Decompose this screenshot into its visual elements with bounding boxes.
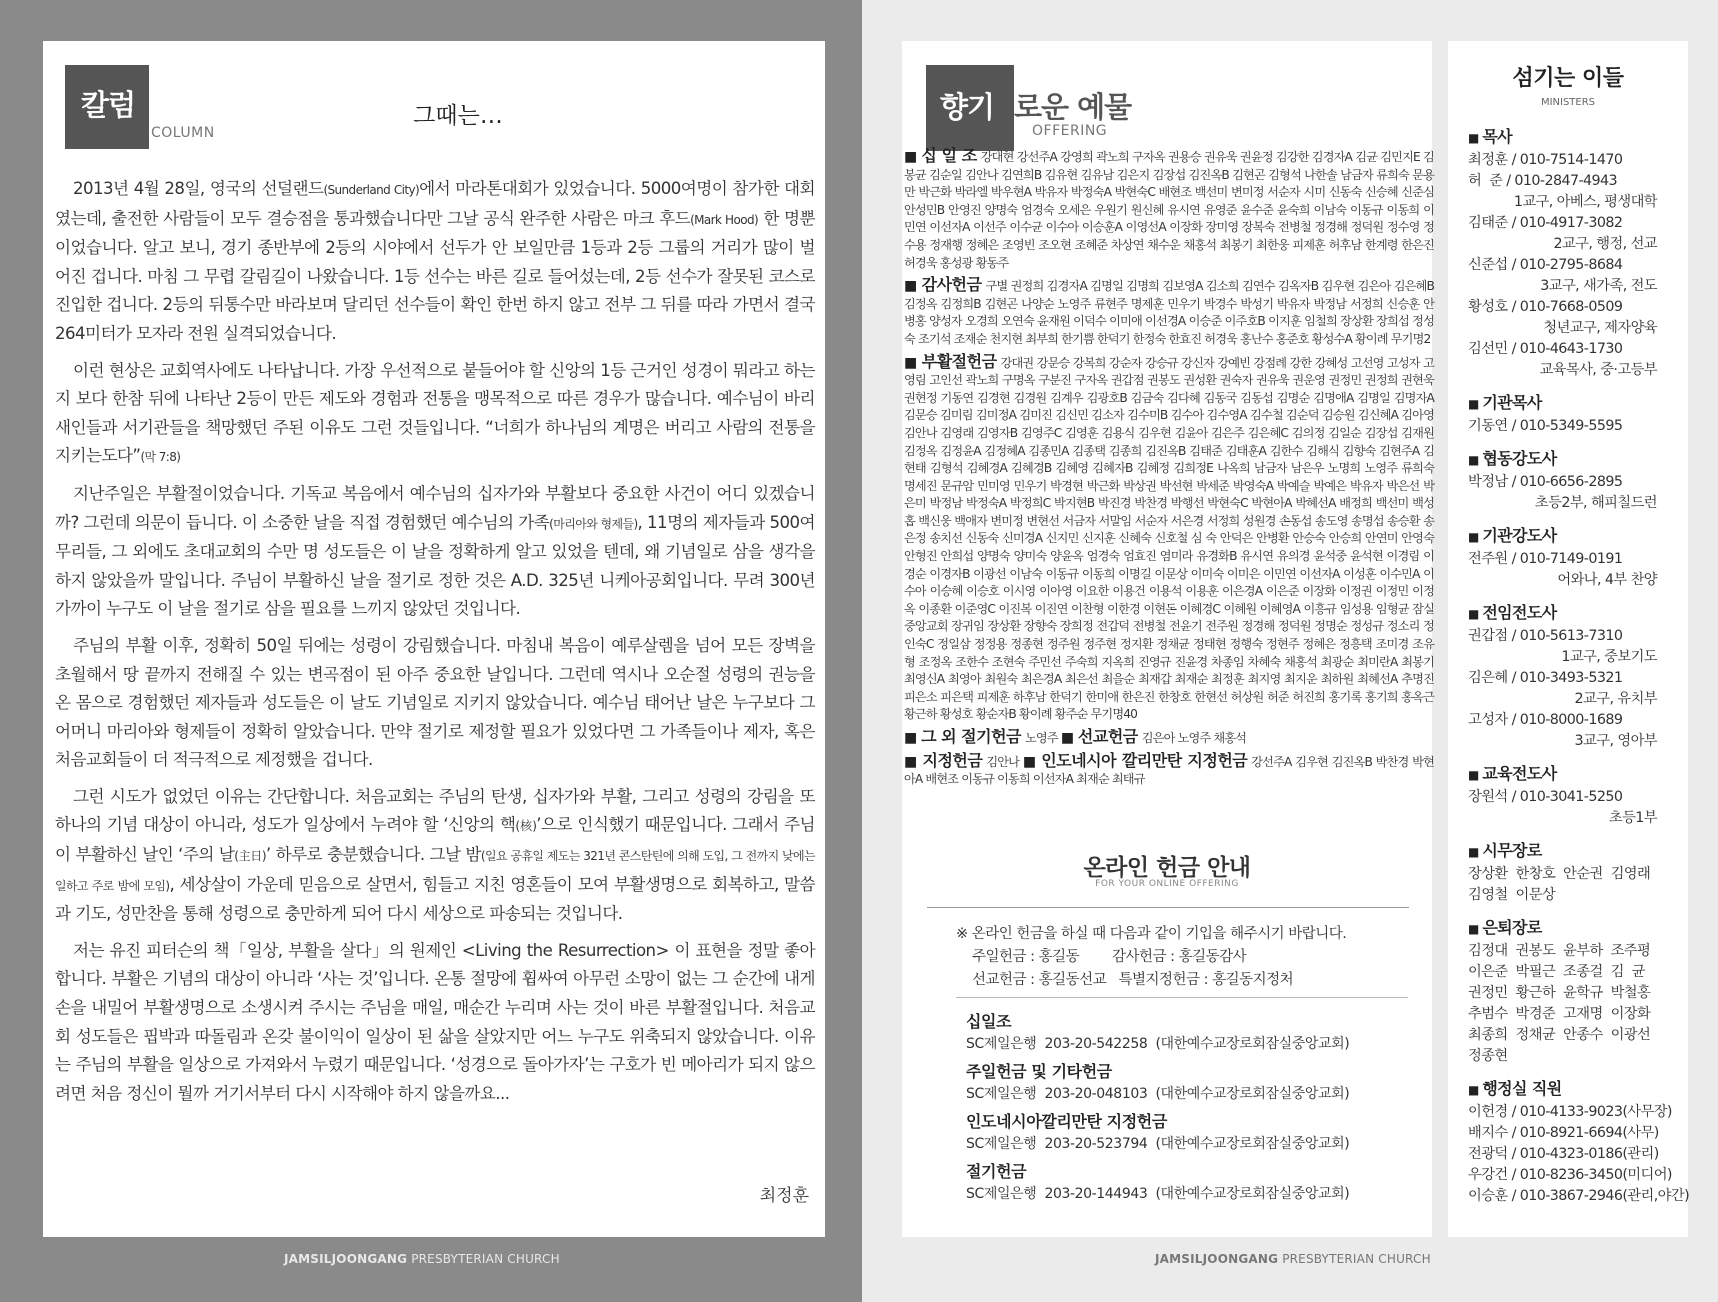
minister-entry: 최종희 정채균 안종수 이광선 — [1468, 1027, 1651, 1043]
offering-donors: 강대권 강문승 강복희 강순자 강승규 강신자 강예빈 강점례 강한 강혜성 고선영 고성자 고영림 고인선 곽노희 구명옥 구분진 구자옥 권갑점 권봉도 권성환 권숙자 권유욱 권운영 권정민 권정희 권현욱 권현정 기동연 김경현 김경원 김계우 김광호B 김금숙 김다혜 김동국 김동섭 김명순 김명애A 김명일 김명자A 김문승 김미림 김미정A 김미진 김신민 김소자 김수미B 김수아 김수영A 김수철 김순덕 김승원 김신혜A 김아영 김안나 김영래 김영자B 김영주C 김영훈 김용식 김우현 김윤아 김은주 김은혜C 김의정 김일순 김장섭 김재원 김정옥 김정윤A 김정혜A 김종민A 김종택 김종희 김진옥B 김태준 김태훈A 김한수 김해식 김향숙 김현주A 김현태 김형석 김혜경A 김혜경B 김혜영 김혜자B 김혜정 김희정E 나옥희 남금자 남은우 노명희 노영주 류희숙 명세진 문규암 민미영 민우기 박경현 박근화 박상권 박선현 박세준 박영숙A 박예슬 박예은 박유자 박은선 박은미 박정남 박정숙A 박정희C 박지현B 박진경 박찬경 박행선 박현숙C 박현아A 박혜선A 배정희 백선미 백성홉 백신웅 백애자 변미정 변현선 서금자 서말임 서순자 서은경 서정희 성원경 손동섭 송도영 송명섭 송승환 송은정 송치선 신동숙 신미경A 신지민 신지훈 신혜숙 신호철 심 숙 안덕은 안병환 안승숙 안승희 안연미 안영숙 안형진 안희섭 양명숙 양미숙 양윤옥 엄경숙 엄효진 염미라 유경화B 유시연 유의경 윤석중 윤석현 이경림 이경순 이경자B 이광선 이남숙 이동규 이동희 이명길 이문상 이미숙 이미은 이민연 이선자A 이성훈 이수민A 이수아 이승혜 이승호 이시영 이아영 이요한 이용건 이용석 이용훈 이은경A 이은준 이장화 이정권 이정민 이정옥 이종환 이준영C 이진복 이진연 이찬형 이한경 이현돈 이혜경C 이혜원 이혜영A 이흥규 임성용 임형균 잠실중앙교회 장귀임 장상환 장향숙 장희정 전갑덕 전병철 전윤기 전주원 정경해 정덕원 정명순 정성규 정소리 정인숙C 정일삼 정정용 정종현 정주원 정주현 정지환 정채균 정태현 정행숙 정현주 정혜은 정흥택 조미경 조유형 조정옥 조한수 조현숙 주민선 주숙희 지옥희 진영규 진윤경 차종임 차혜숙 채홍석 최광순 최미란A 최봉기 최영신A 최영아 최원숙 최은경A 최은선 최을순 최재갑 최재순 최정훈 최지영 최지운 최하원 최혜선A 추명진 피은소 피은택 피제훈 하후남 한덕기 한미애 한은진 한창호 한현선 허상원 허준 허진희 홍기록 홍기희 홍옥근 황근하 황성호 황순자B 황이례 황주순 무기명40 — [904, 355, 1434, 722]
minister-assignment: 3교구, 새가족, 전도 — [1540, 278, 1657, 294]
minister-entry: 김선민 / 010-4643-1730 — [1468, 341, 1623, 357]
account-name: 주일헌금 및 기타헌금 — [966, 1062, 1112, 1081]
column-text: , 세상살이 가운데 믿음으로 살면서, 힘들고 지친 영혼들이 모여 부활생명으로 회복하고, 말씀과 기도, 성만찬을 통해 성령으로 충만하게 되어 다시 세상으로 파송되는 것입니다. — [55, 874, 815, 924]
column-text: 2013년 4월 28일, 영국의 선덜랜드 — [73, 179, 324, 198]
offering-donors: 김은아 노영주 채홍석 — [1141, 731, 1247, 745]
notice-example: 주일헌금 : 홍길동 감사헌금 : 홍길동감사 — [972, 949, 1247, 965]
account-list — [966, 1005, 1349, 1205]
column-paragraph — [55, 480, 815, 624]
column-text: 주님의 부활 이후, 정확히 50일 뒤에는 성령이 강림했습니다. 마침내 복음이 예루살렘을 넘어 모든 장벽을 초월해서 땅 끝까지 전해질 수 있는 변곡점이 된 아주 중요한 날입니다. 그런데 역시나 오순절 성령의 권능을 온 몸으로 경험했던 제자들과 성도들은 이 날도 기념일로 지키지 않았습니다. 예수님 태어난 날은 누구보다 그 어머니 마리아와 형제들이 정확히 알았습니다. 만약 절기로 제정할 필요가 있었다면 그 가족들이나 제자, 혹은 처음교회들이 더 적극적으로 제정했을 겁니다. — [55, 635, 815, 770]
offering-list — [904, 147, 1434, 793]
offering-category-name: ■ 부활절헌금 — [904, 352, 997, 371]
column-author: 최정훈 — [759, 1186, 809, 1206]
column-text: 그런 시도가 없었던 이유는 간단합니다. 처음교회는 주님의 탄생, 십자가와 부활, 그리고 성령의 강림을 또 하나의 기념 대상이 아니라, 성도가 일상에서 누려야 할 ‘신앙의 핵 — [55, 786, 815, 835]
column-tag: 칼럼 — [65, 65, 149, 149]
column-body — [55, 175, 815, 1116]
column-text: 이런 현상은 교회역사에도 나타납니다. 가장 우선적으로 붙들어야 할 신앙의 1등 근거인 성경이 뭐라고 하는지 보다 한참 뒤에 나타난 2등이 만든 제도와 경험과 전통을 맹목적으로 따른 경우가 많습니다. 예수님이 바리새인들과 서기관들을 책망했던 주된 이유도 그런 것들입니다. “너희가 하나님의 계명은 버리고 사람의 전통을 지키는도다” — [55, 360, 815, 466]
account-name: 절기헌금 — [966, 1162, 1027, 1181]
offering-category-name: ■ 선교헌금 — [1061, 727, 1138, 746]
offering-donors: 강선주A 김우현 김진옥B 박찬경 박현아A 배현조 이동규 이동희 이선자A 최재순 최태규 — [904, 754, 1435, 787]
minister-entry: 이은준 박필근 조종걸 김 균 — [1468, 964, 1645, 980]
minister-entry: 전주원 / 010-7149-0191 — [1468, 551, 1623, 567]
minister-entry: 황성호 / 010-7668-0509 — [1468, 299, 1623, 315]
offering-donors: 노영주 — [1025, 731, 1058, 745]
account-name: 십일조 — [966, 1012, 1012, 1031]
offering-category — [904, 353, 1434, 724]
minister-entry: 우강건 / 010-8236-3450(미디어) — [1468, 1167, 1672, 1183]
column-note: (核) — [515, 819, 537, 834]
footer-church-name-left — [284, 1252, 560, 1266]
minister-entry: 배지수 / 010-8921-6694(사무) — [1468, 1125, 1659, 1141]
minister-entry: 권정민 황근하 윤학규 박철홍 — [1468, 985, 1651, 1001]
minister-entry: 추범수 박경준 고재명 이장화 — [1468, 1006, 1651, 1022]
column-tag-subtitle: COLUMN — [151, 125, 215, 141]
minister-assignment: 2교구, 유치부 — [1574, 691, 1657, 707]
offering-category-name: ■ 십 일 조 — [904, 146, 977, 165]
column-title: 그때는… — [413, 103, 503, 129]
minister-role: ■ 기관강도사 — [1468, 524, 1683, 549]
footer-church-name-right — [1155, 1252, 1431, 1266]
column-note: (Mark Hood) — [690, 212, 759, 227]
offering-category — [904, 276, 1434, 348]
minister-entry: 허 준 / 010-2847-4943 — [1468, 173, 1617, 189]
minister-role: ■ 기관목사 — [1468, 391, 1683, 416]
offering-category-name: ■ 인도네시아 깔리만탄 지정헌금 — [1023, 751, 1247, 770]
column-note: (마리아와 형제들) — [549, 516, 638, 531]
minister-entry: 장상환 한창호 안순권 김영래 — [1468, 866, 1651, 882]
column-text: 에서 마라톤대회가 있었습니다. 5000여명이 참가한 대회였는데, 출전한 사람들이 모두 결승점을 통과했습니다만 그날 공식 완주한 사람은 마크 후드 — [55, 179, 816, 228]
offering-tag: 향기 — [926, 65, 1014, 151]
offering-category-name: ■ 그 외 절기헌금 — [904, 727, 1021, 746]
minister-entry: 전광덕 / 010-4323-0186(관리) — [1468, 1146, 1659, 1162]
minister-entry: 고성자 / 010-8000-1689 — [1468, 712, 1623, 728]
column-paragraph — [55, 783, 815, 929]
minister-entry: 정종현 — [1468, 1048, 1508, 1064]
notice-example: 선교헌금 : 홍길동선교 특별지정헌금 : 홍길동지정처 — [972, 972, 1294, 988]
column-text: ’ 하루로 충분했습니다. 그날 밤 — [265, 845, 481, 865]
offering-category-name: ■ 지정헌금 — [904, 751, 982, 770]
column-paragraph — [55, 357, 815, 472]
minister-entry: 박정남 / 010-6656-2895 — [1468, 474, 1623, 490]
minister-assignment: 교육목사, 중·고등부 — [1539, 362, 1657, 378]
ministers-panel — [1448, 41, 1688, 1237]
minister-entry: 기동연 / 010-5349-5595 — [1468, 418, 1623, 434]
column-paragraph — [55, 937, 815, 1109]
offering-donors: 강대현 강선주A 강영희 곽노희 구자옥 권용승 권유욱 권윤정 김강한 김경자A 김균 김민지E 김봉균 김순일 김안나 김연희B 김유현 김유남 김은지 김장섭 김진옥B 김현곤 김형석 나한솔 남금자 류희숙 문용만 박근화 박라엘 박우현A 박유자 박정숙A 박현숙C 배현조 백선미 변미정 서순자 시미 신동숙 신승혜 신준심 안성민B 안영진 양명숙 엄경숙 오세은 우원기 원신혜 유시연 유영준 윤수준 윤숙희 이남숙 이동규 이동희 이민연 이선자A 이선주 이수균 이수아 이승훈A 이영선A 이장화 장미영 장복숙 전병철 정경해 정덕원 정수영 정수용 정재행 정혜은 조영빈 조오현 조혜준 차상연 채수운 채홍석 최봉기 최한웅 피제훈 허후남 한계령 한은진 허경욱 홍성광 황동주 — [904, 150, 1434, 270]
minister-entry: 김정대 권봉도 윤부하 조주평 — [1468, 943, 1651, 959]
minister-role: ■ 시무장로 — [1468, 839, 1683, 864]
minister-role: ■ 협동강도사 — [1468, 447, 1683, 472]
column-text: 한 명뿐이었습니다. 알고 보니, 경기 종반부에 2등의 시야에서 선두가 안 보일만큼 1등과 2등 그룹의 거리가 많이 벌어진 겁니다. 마침 그 무렵 갈림길이 나왔습니다. 1등 선수는 바른 길로 들어섰는데, 2등 선수가 잘못된 코스로 진입한 겁니다. 2등의 뒤통수만 바라보며 달리던 선수들이 확인 한번 하지 않고 전부 그 뒤를 따라 가면서 결국 264미터가 모자라 전원 실격되었습니다. — [55, 208, 815, 343]
offering-tag-subtitle: OFFERING — [1032, 123, 1108, 139]
minister-role: ■ 행정실 직원 — [1468, 1077, 1683, 1102]
footer-church-rest: PRESBYTERIAN CHURCH — [407, 1252, 560, 1266]
minister-assignment: 2교구, 행정, 선교 — [1553, 236, 1657, 252]
column-note: (Sunderland City) — [323, 183, 420, 197]
minister-entry: 신준섭 / 010-2795-8684 — [1468, 257, 1623, 273]
minister-entry: 장원석 / 010-3041-5250 — [1468, 789, 1623, 805]
minister-entry: 최정훈 / 010-7514-1470 — [1468, 152, 1623, 168]
ministers-list — [1468, 115, 1690, 1207]
footer-church-bold: JAMSILJOONGANG — [284, 1252, 408, 1266]
column-note: (막 7:8) — [140, 450, 181, 465]
notice-text: ※ 온라인 헌금을 하실 때 다음과 같이 기입을 해주시기 바랍니다. — [956, 926, 1347, 942]
offering-donors: 구별 권정희 김경자A 김명일 김명희 김보영A 김소희 김연수 김옥자B 김우현 김은아 김은혜B 김정옥 김정희B 김현곤 나양순 노영주 류현주 명제훈 민우기 박경수 박성기 박유자 박정남 서정희 신승훈 안병홍 양성자 오경희 오연숙 윤재원 이덕수 이미애 이선경A 이승준 이주호B 이지훈 임철희 장상환 장희섭 정성숙 조기석 조재순 천지현 최부희 한기쁨 한덕기 한정숙 한효진 허경욱 홍난수 홍준호 황성수A 황이례 무기명2 — [904, 279, 1434, 346]
account-number: SC제일은행 203-20-542258 (대한예수교장로회잠실중앙교회) — [966, 1036, 1350, 1052]
account-number: SC제일은행 203-20-048103 (대한예수교장로회잠실중앙교회) — [966, 1086, 1350, 1102]
minister-role: ■ 교육전도사 — [1468, 762, 1683, 787]
minister-entry: 김영철 이문상 — [1468, 887, 1556, 903]
online-offering-notice — [956, 923, 1346, 992]
minister-assignment: 어와나, 4부 찬양 — [1557, 572, 1657, 588]
column-text: 지난주일은 부활절이었습니다. 기독교 복음에서 예수님의 십자가와 부활보다 중요한 사건이 어디 있겠습니까? 그런데 의문이 듭니다. 이 소중한 날을 직접 경험했던 예수님의 가족 — [55, 483, 815, 532]
column-text: , 11명의 제자들과 500여 무리들, 그 외에도 초대교회의 수만 명 성도들은 이 날을 정확하게 알고 있었을 텐데, 왜 기념일로 삼을 생각을 하지 않았을까 말입니다. 주님이 부활하신 날을 절기로 정한 것은 A.D. 325년 니케아공회입니다. 무려 300년 가까이 누구도 이 날을 절기로 삼을 필요를 느끼지 않았던 것입니다. — [55, 512, 815, 619]
offering-category — [904, 752, 1434, 789]
online-offering-subtitle: FOR YOUR ONLINE OFFERING — [1095, 879, 1239, 889]
ministers-subtitle: MINISTERS — [1540, 97, 1596, 108]
offering-donors: 김안나 — [986, 754, 1020, 769]
ministers-title: 섬기는 이들 — [1512, 66, 1624, 91]
column-paragraph — [55, 175, 815, 349]
offering-panel — [902, 41, 1435, 1237]
column-text: 저는 유진 피터슨의 책「일상, 부활을 살다」의 원제인 <Living the Resurrection> 이 표현을 정말 좋아합니다. 부활은 기념의 대상이 아니라 ‘사는 것’입니다. 온통 절망에 휩싸여 아무런 소망이 없는 그 순간에 내게 손을 내밀어 부활생명으로 소생시켜 주시는 주님을 매일, 매순간 누리며 사는 것이 바른 부활절입니다. 처음교회 성도들은 핍박과 따돌림과 온갖 불이익이 일상이 된 삶을 살았지만 어느 누구도 위축되지 않았습니다. 이유는 주님의 부활을 일상으로 가져와서 누렸기 때문입니다. ‘성경으로 돌아가자’는 구호가 빈 메아리가 되지 않으려면 처음 정신이 뭘까 거기서부터 다시 시작해야 하지 않을까요... — [55, 940, 815, 1103]
offering-category — [904, 147, 1434, 272]
account-number: SC제일은행 203-20-523794 (대한예수교장로회잠실중앙교회) — [966, 1136, 1350, 1152]
offering-title: 로운 예물 — [1014, 90, 1132, 124]
footer-church-bold: JAMSILJOONGANG — [1155, 1252, 1279, 1266]
divider — [956, 997, 1408, 998]
minister-entry: 이헌경 / 010-4133-9023(사무장) — [1468, 1104, 1672, 1120]
online-offering-title: 온라인 헌금 안내 — [1083, 855, 1251, 881]
column-panel — [43, 41, 825, 1237]
minister-entry: 김은혜 / 010-3493-5321 — [1468, 670, 1623, 686]
minister-assignment: 1교구, 중보기도 — [1561, 649, 1657, 665]
minister-role: ■ 은퇴장로 — [1468, 916, 1683, 941]
minister-assignment: 3교구, 영아부 — [1574, 733, 1657, 749]
offering-category-name: ■ 감사헌금 — [904, 275, 981, 294]
minister-entry: 이승훈 / 010-3867-2946(관리,야간) — [1468, 1188, 1690, 1204]
footer-church-rest: PRESBYTERIAN CHURCH — [1278, 1252, 1431, 1266]
account-number: SC제일은행 203-20-144943 (대한예수교장로회잠실중앙교회) — [966, 1186, 1350, 1202]
divider — [927, 907, 1409, 908]
minister-assignment: 1교구, 아베스, 평생대학 — [1513, 194, 1657, 210]
minister-assignment: 초등1부 — [1608, 810, 1657, 826]
column-note: (主日) — [234, 849, 266, 864]
column-note: (일요 공휴일 제도는 321년 콘스탄틴에 의해 도입, 그 전까지 낮에는 일하고 주로 밤에 모임) — [55, 849, 816, 893]
minister-assignment: 초등2부, 해피칠드런 — [1534, 495, 1657, 511]
minister-entry: 김태준 / 010-4917-3082 — [1468, 215, 1623, 231]
offering-category — [904, 728, 1434, 748]
column-paragraph — [55, 632, 815, 775]
account-name: 인도네시아깔리만탄 지정헌금 — [966, 1112, 1167, 1131]
minister-role: ■ 전임전도사 — [1468, 601, 1683, 626]
minister-role: ■ 목사 — [1468, 125, 1683, 150]
column-text: ’으로 인식했기 때문입니다. 그래서 주님이 부활하신 날인 ‘주의 날 — [55, 815, 815, 865]
minister-assignment: 청년교구, 제자양육 — [1543, 320, 1657, 336]
minister-entry: 권갑점 / 010-5613-7310 — [1468, 628, 1623, 644]
